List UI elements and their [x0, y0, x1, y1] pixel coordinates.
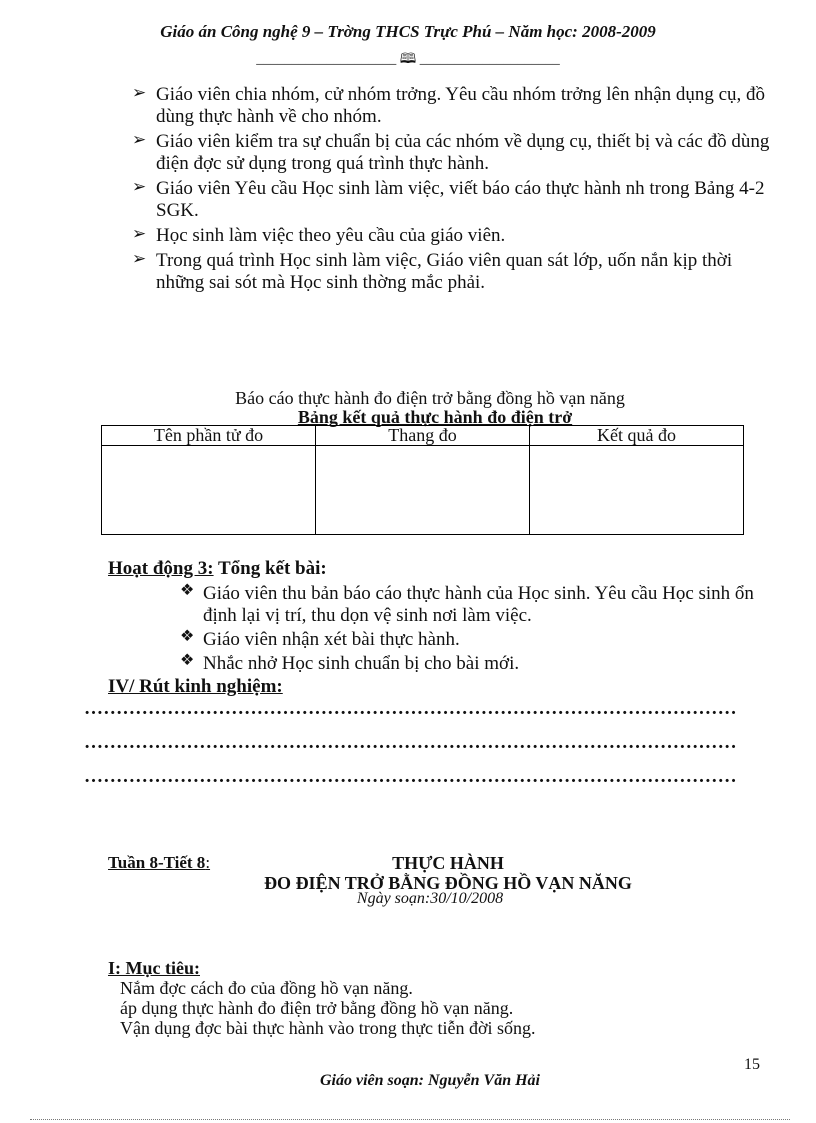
table-row: [102, 446, 744, 535]
list-item: ➢ Trong quá trình Học sinh làm việc, Giáo viên quan sát lớp, uốn nắn kịp thời những sai sót mà Học sinh thờng mắc phải.: [132, 249, 733, 293]
summary-list: [180, 583, 760, 677]
list-item: ➢ Học sinh làm việc theo yêu cầu của giáo viên.: [132, 224, 506, 246]
dotted-line: …………………………………………………………………………………………: [84, 698, 737, 719]
list-item: ❖ Nhắc nhở Học sinh chuẩn bị cho bài mới.: [180, 652, 520, 674]
table-cell: [316, 446, 530, 535]
activity3-heading: Hoạt động 3: Tổng kết bài:: [108, 558, 327, 579]
lesson-title-line1: THỰC HÀNH: [392, 853, 504, 873]
list-item: ❖ Giáo viên thu bản báo cáo thực hành của Học sinh. Yêu cầu Học sinh ổn định lại vị trí, thu dọn vệ sinh nơi làm việc.: [180, 582, 754, 626]
table-cell: [530, 446, 744, 535]
arrowhead-icon: ➢: [132, 224, 147, 243]
list-item: Nắm đợc cách đo của đồng hồ vạn năng.: [120, 978, 413, 998]
lesson-title-line2: ĐO ĐIỆN TRỞ BẰNG ĐỒNG HỒ VẠN NĂNG: [264, 873, 632, 893]
arrowhead-icon: ➢: [132, 249, 147, 268]
table-header-row: [102, 426, 744, 446]
week-lesson-label: Tuần 8-Tiết 8:: [108, 853, 211, 872]
list-item: ➢ Giáo viên kiểm tra sự chuẩn bị của các nhóm về dụng cụ, thiết bị và các đồ dùng điện đợc sử dụng trong quá trình thực hành.: [132, 130, 770, 174]
list-item: ➢ Giáo viên chia nhóm, cử nhóm trởng. Yêu cầu nhóm trởng lên nhận dụng cụ, đồ dùng thực hành về cho nhóm.: [132, 83, 766, 127]
page-footer: Giáo viên soạn: Nguyễn Văn Hải: [319, 1072, 540, 1089]
list-item: ➢ Giáo viên Yêu cầu Học sinh làm việc, viết báo cáo thực hành nh trong Bảng 4-2 SGK.: [132, 177, 765, 221]
report-title: Báo cáo thực hành đo điện trở bằng đồng hồ vạn năng: [235, 388, 625, 408]
four-diamond-icon: ❖: [180, 628, 195, 645]
activity-steps-list: [132, 84, 772, 297]
list-item: Vận dụng đợc bài thực hành vào trong thực tiễn đời sống.: [120, 1018, 536, 1038]
results-table: [101, 425, 744, 535]
objectives-heading: I: Mục tiêu:: [108, 958, 200, 978]
footer-divider: [30, 1119, 790, 1120]
experience-heading: IV/ Rút kinh nghiệm:: [108, 676, 283, 697]
objectives-list: [120, 978, 720, 1038]
list-item: ❖ Giáo viên nhận xét bài thực hành.: [180, 628, 460, 650]
dotted-line: …………………………………………………………………………………………: [84, 766, 737, 787]
page-number: 15: [744, 1056, 760, 1073]
column-header: Thang đo: [316, 426, 530, 446]
dotted-line: …………………………………………………………………………………………: [84, 732, 737, 753]
four-diamond-icon: ❖: [180, 582, 195, 599]
column-header: Kết quả đo: [530, 426, 744, 446]
arrowhead-icon: ➢: [132, 130, 147, 149]
list-item: áp dụng thực hành đo điện trở bằng đồng hồ vạn năng.: [120, 998, 514, 1018]
arrowhead-icon: ➢: [132, 83, 147, 102]
page-header: Giáo án Công nghệ 9 – Trờng THCS Trực Phú – Năm học: 2008-2009: [160, 22, 656, 41]
column-header: Tên phần tử đo: [102, 426, 316, 446]
table-cell: [102, 446, 316, 535]
preparation-date: Ngày soạn:30/10/2008: [356, 890, 504, 907]
header-rule: ____________________ 🕮 ____________________: [256, 52, 560, 67]
table-title: Bảng kết quả thực hành đo điện trở: [297, 407, 573, 427]
four-diamond-icon: ❖: [180, 652, 195, 669]
arrowhead-icon: ➢: [132, 177, 147, 196]
